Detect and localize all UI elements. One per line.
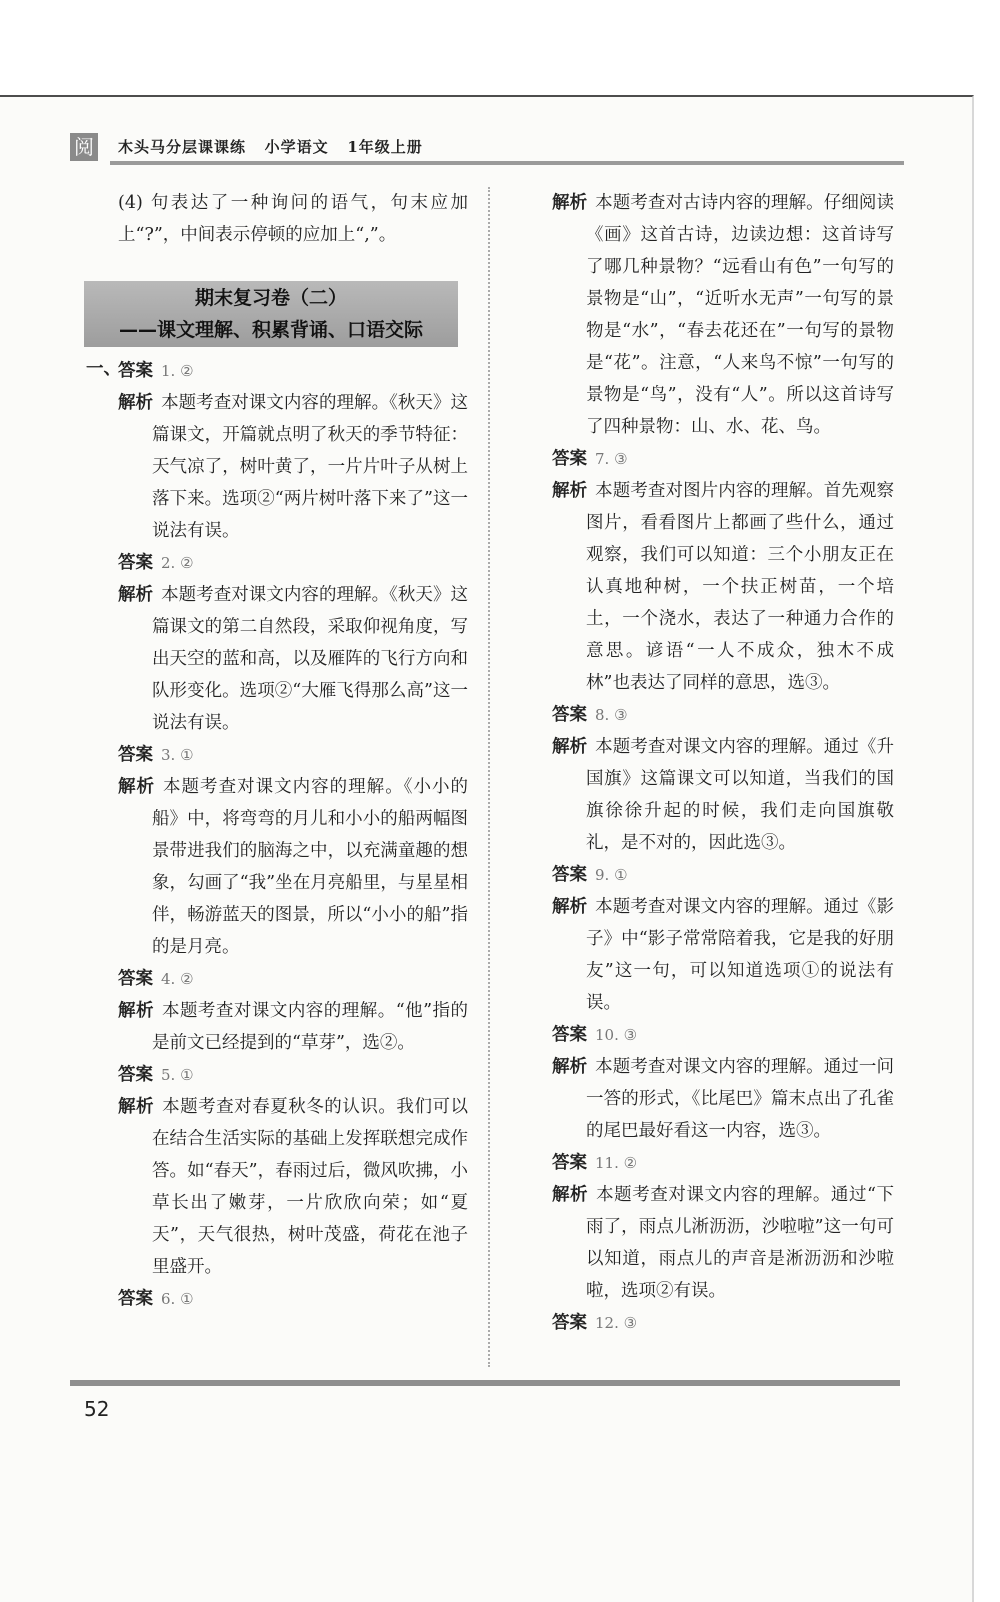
intro-paragraph: (4) 句表达了一种询问的语气，句末应加上“?”，中间表示停顿的应加上“,”。 xyxy=(118,193,468,245)
explanation-label: 解析 xyxy=(118,1001,154,1021)
answer-line xyxy=(552,1307,894,1339)
answer-line xyxy=(118,1059,468,1091)
book-logo-icon: 阅 xyxy=(70,133,98,161)
answer-value: 2. ② xyxy=(161,554,194,572)
explanation-label: 解析 xyxy=(552,737,588,757)
explanation xyxy=(552,891,894,1019)
explanation-text: 本题考查对课文内容的理解。通过《升国旗》这篇课文可以知道，当我们的国旗徐徐升起的时候，我们走向国旗敬礼，是不对的，因此选③。 xyxy=(586,737,895,853)
answer-line xyxy=(118,547,468,579)
book-title: 木头马分层课课练 小学语文 1年级上册 xyxy=(118,138,423,156)
explanation xyxy=(118,387,468,547)
section-label: 一、 xyxy=(86,359,121,379)
footer-rule xyxy=(70,1380,900,1386)
answer-value: 4. ② xyxy=(161,970,194,988)
explanation xyxy=(118,579,468,739)
answer-value: 8. ③ xyxy=(595,706,628,724)
answer-value: 1. ② xyxy=(161,362,194,380)
answer-label: 答案 xyxy=(118,1065,153,1085)
explanation-label: 解析 xyxy=(118,585,154,605)
explanation xyxy=(118,995,468,1059)
explanation xyxy=(118,771,468,963)
answer-label: 答案 xyxy=(118,745,153,765)
explanation xyxy=(552,731,894,859)
explanation-label: 解析 xyxy=(118,1097,155,1117)
answer-value: 9. ① xyxy=(595,866,628,884)
answer-value: 3. ① xyxy=(161,746,194,764)
explanation-text: 本题考查对课文内容的理解。通过“下雨了，雨点儿淅沥沥，沙啦啦”这一句可以知道，雨点儿的声音是淅沥沥和沙啦啦，选项②有误。 xyxy=(586,1185,895,1301)
answer-label: 答案 xyxy=(552,1313,587,1333)
explanation-text: 本题考查对课文内容的理解。《小小的船》中，将弯弯的月儿和小小的船两幅图景带进我们的脑海之中，以充满童趣的想象，勾画了“我”坐在月亮船里，与星星相伴，畅游蓝天的图景，所以“小小的船”指的是月亮。 xyxy=(152,777,469,957)
explanation-text: 本题考查对课文内容的理解。通过《影子》中“影子常常陪着我，它是我的好朋友”这一句，可以知道选项①的说法有误。 xyxy=(586,897,895,1013)
page-number: 52 xyxy=(84,1397,110,1421)
right-column xyxy=(552,187,894,1339)
answer-label: 答案 xyxy=(118,969,153,989)
explanation-label: 解析 xyxy=(552,897,588,917)
explanation-label: 解析 xyxy=(118,393,154,413)
explanation xyxy=(552,187,894,443)
section-title: 期末复习卷（二） xyxy=(194,287,347,309)
answer-line xyxy=(118,355,468,387)
explanation-text: 本题考查对课文内容的理解。《秋天》这篇课文的第二自然段，采取仰视角度，写出天空的蓝和高，以及雁阵的飞行方向和队形变化。选项②“大雁飞得那么高”这一说法有误。 xyxy=(152,585,469,733)
answer-line xyxy=(552,1147,894,1179)
answer-line xyxy=(118,739,468,771)
explanation xyxy=(552,1051,894,1147)
column-divider xyxy=(488,187,490,1367)
header-rule xyxy=(110,161,904,165)
document-page xyxy=(0,95,974,1602)
answer-value: 5. ① xyxy=(161,1066,194,1084)
explanation-text: 本题考查对课文内容的理解。《秋天》这篇课文，开篇就点明了秋天的季节特征：天气凉了，树叶黄了，一片片叶子从树上落下来。选项②“两片树叶落下来了”这一说法有误。 xyxy=(152,393,469,541)
explanation-text: 本题考查对课文内容的理解。通过一问一答的形式，《比尾巴》篇末点出了孔雀的尾巴最好看这一内容，选③。 xyxy=(586,1057,895,1141)
explanation-label: 解析 xyxy=(552,481,588,501)
answer-label: 答案 xyxy=(552,1153,587,1173)
explanation xyxy=(118,1091,468,1283)
explanation-label: 解析 xyxy=(552,1185,589,1205)
answer-label: 答案 xyxy=(552,865,587,885)
explanation-text: 本题考查对春夏秋冬的认识。我们可以在结合生活实际的基础上发挥联想完成作答。如“春天”，春雨过后，微风吹拂，小草长出了嫩芽，一片欣欣向荣；如“夏天”，天气很热，树叶茂盛，荷花在池子里盛开。 xyxy=(152,1097,469,1277)
left-column xyxy=(86,187,469,1315)
answer-value: 11. ② xyxy=(595,1154,638,1172)
answer-value: 6. ① xyxy=(161,1290,194,1308)
answer-value: 12. ③ xyxy=(595,1314,638,1332)
answer-line xyxy=(552,443,894,475)
answer-label: 答案 xyxy=(118,1289,153,1309)
explanation-text: 本题考查对图片内容的理解。首先观察图片，看看图片上都画了些什么，通过观察，我们可以知道：三个小朋友正在认真地种树，一个扶正树苗，一个培土，一个浇水，表达了一种通力合作的意思。谚语“一人不成众，独木不成林”也表达了同样的意思，选③。 xyxy=(586,481,895,693)
explanation-label: 解析 xyxy=(552,193,588,213)
answer-label: 答案 xyxy=(552,705,587,725)
explanation-text: 本题考查对课文内容的理解。“他”指的是前文已经提到的“草芽”，选②。 xyxy=(152,1001,468,1053)
answer-label: 答案 xyxy=(552,1025,587,1045)
answer-line xyxy=(118,1283,468,1315)
explanation-label: 解析 xyxy=(552,1057,588,1077)
explanation xyxy=(552,1179,894,1307)
explanation-text: 本题考查对古诗内容的理解。仔细阅读《画》这首古诗，边读边想：这首诗写了哪几种景物？“远看山有色”一句写的景物是“山”，“近听水无声”一句写的景物是“水”，“春去花还在”一句写的景物是“花”。注意，“人来鸟不惊”一句写的景物是“鸟”，没有“人”。所以这首诗写了四种景物：山、水、花、鸟。 xyxy=(586,193,895,437)
answer-label: 答案 xyxy=(118,361,153,381)
explanation xyxy=(552,475,894,699)
answer-value: 10. ③ xyxy=(595,1026,638,1044)
page-header xyxy=(70,133,900,161)
section-title-box xyxy=(84,281,458,347)
answer-line xyxy=(118,963,468,995)
answer-label: 答案 xyxy=(118,553,153,573)
section-subtitle: ——课文理解、积累背诵、口语交际 xyxy=(118,319,423,341)
answer-line xyxy=(552,859,894,891)
answer-line xyxy=(552,699,894,731)
answer-line xyxy=(552,1019,894,1051)
answer-value: 7. ③ xyxy=(595,450,628,468)
answer-label: 答案 xyxy=(552,449,587,469)
explanation-label: 解析 xyxy=(118,777,156,797)
